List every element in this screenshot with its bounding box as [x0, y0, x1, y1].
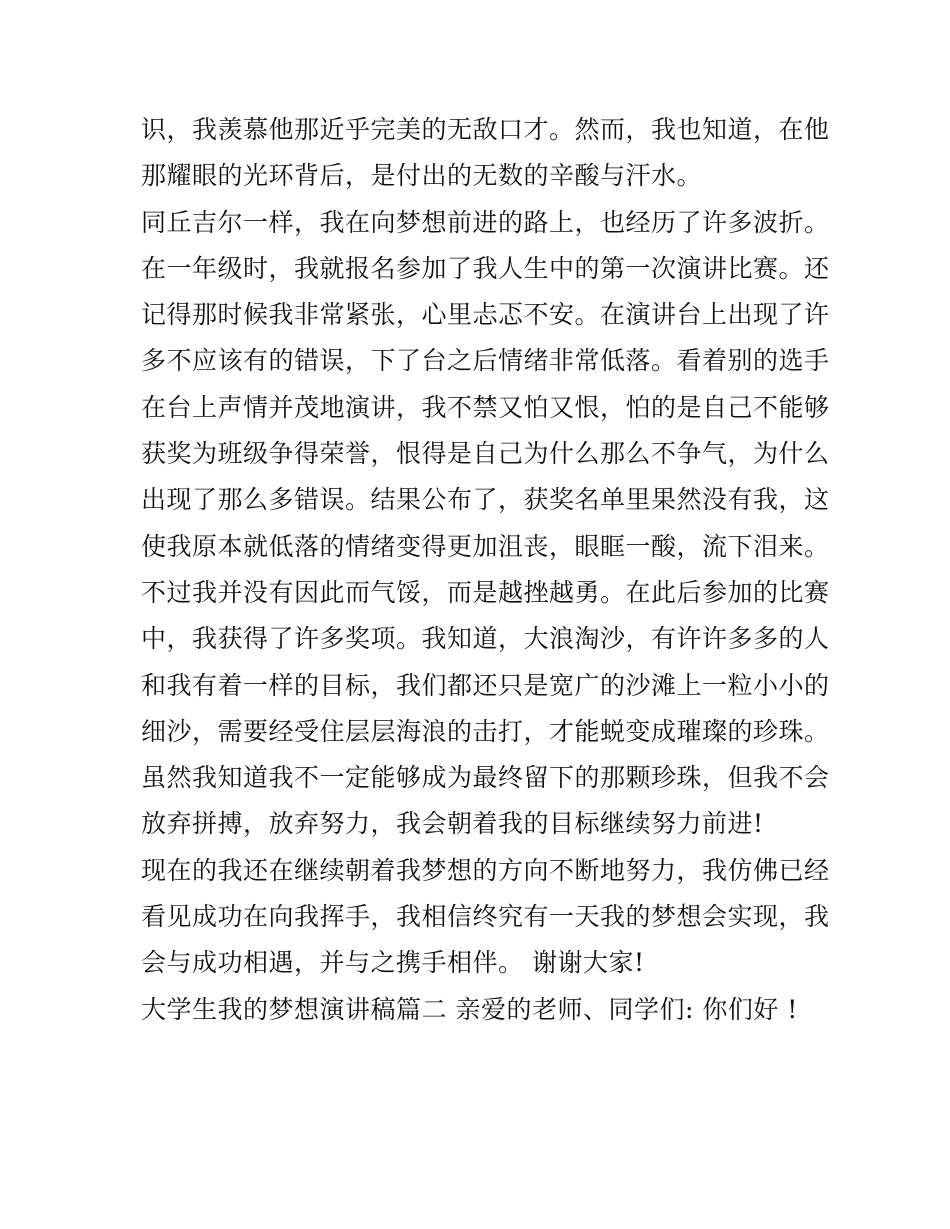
text-line: 中，我获得了许多奖项。我知道，大浪淘沙，有许许多多的人: [141, 624, 830, 654]
text-line: 出现了那么多错误。结果公布了，获奖名单里果然没有我，这: [141, 485, 830, 515]
text-line: 看见成功在向我挥手，我相信终究有一天我的梦想会实现，我: [141, 902, 830, 932]
text-line: 现在的我还在继续朝着我梦想的方向不断地努力，我仿佛已经: [141, 855, 830, 885]
text-line: 使我原本就低落的情绪变得更加沮丧，眼眶一酸，流下泪来。: [141, 531, 830, 561]
text-line: 多不应该有的错误，下了台之后情绪非常低落。看着别的选手: [141, 346, 830, 376]
text-line: 记得那时候我非常紧张，心里忐忑不安。在演讲台上出现了许: [141, 300, 830, 330]
text-line: 在一年级时，我就报名参加了我人生中的第一次演讲比赛。还: [141, 253, 830, 283]
text-line: 不过我并没有因此而气馁，而是越挫越勇。在此后参加的比赛: [141, 577, 830, 607]
text-line: 和我有着一样的目标，我们都还只是宽广的沙滩上一粒小小的: [141, 670, 830, 700]
document-body-text: [141, 107, 830, 1033]
text-line: 在台上声情并茂地演讲，我不禁又怕又恨，怕的是自己不能够: [141, 392, 830, 422]
text-line: 识，我羡慕他那近乎完美的无敌口才。然而，我也知道，在他: [141, 115, 830, 144]
text-line: 细沙，需要经受住层层海浪的击打，才能蜕变成璀璨的珍珠。: [141, 716, 830, 746]
text-line: 虽然我知道我不一定能够成为最终留下的那颗珍珠，但我不会: [141, 763, 830, 793]
text-line: 获奖为班级争得荣誉，恨得是自己为什么那么不争气，为什么: [141, 439, 830, 469]
text-line: 会与成功相遇，并与之携手相伴。 谢谢大家!: [141, 948, 645, 978]
text-line: 大学生我的梦想演讲稿篇二 亲爱的老师、同学们: 你们好 !: [141, 994, 798, 1024]
text-line: 放弃拼搏，放弃努力，我会朝着我的目标继续努力前进!: [141, 809, 764, 839]
text-line: 那耀眼的光环背后，是付出的无数的辛酸与汗水。: [141, 161, 703, 191]
text-line: 同丘吉尔一样，我在向梦想前进的路上，也经历了许多波折。: [141, 207, 830, 237]
